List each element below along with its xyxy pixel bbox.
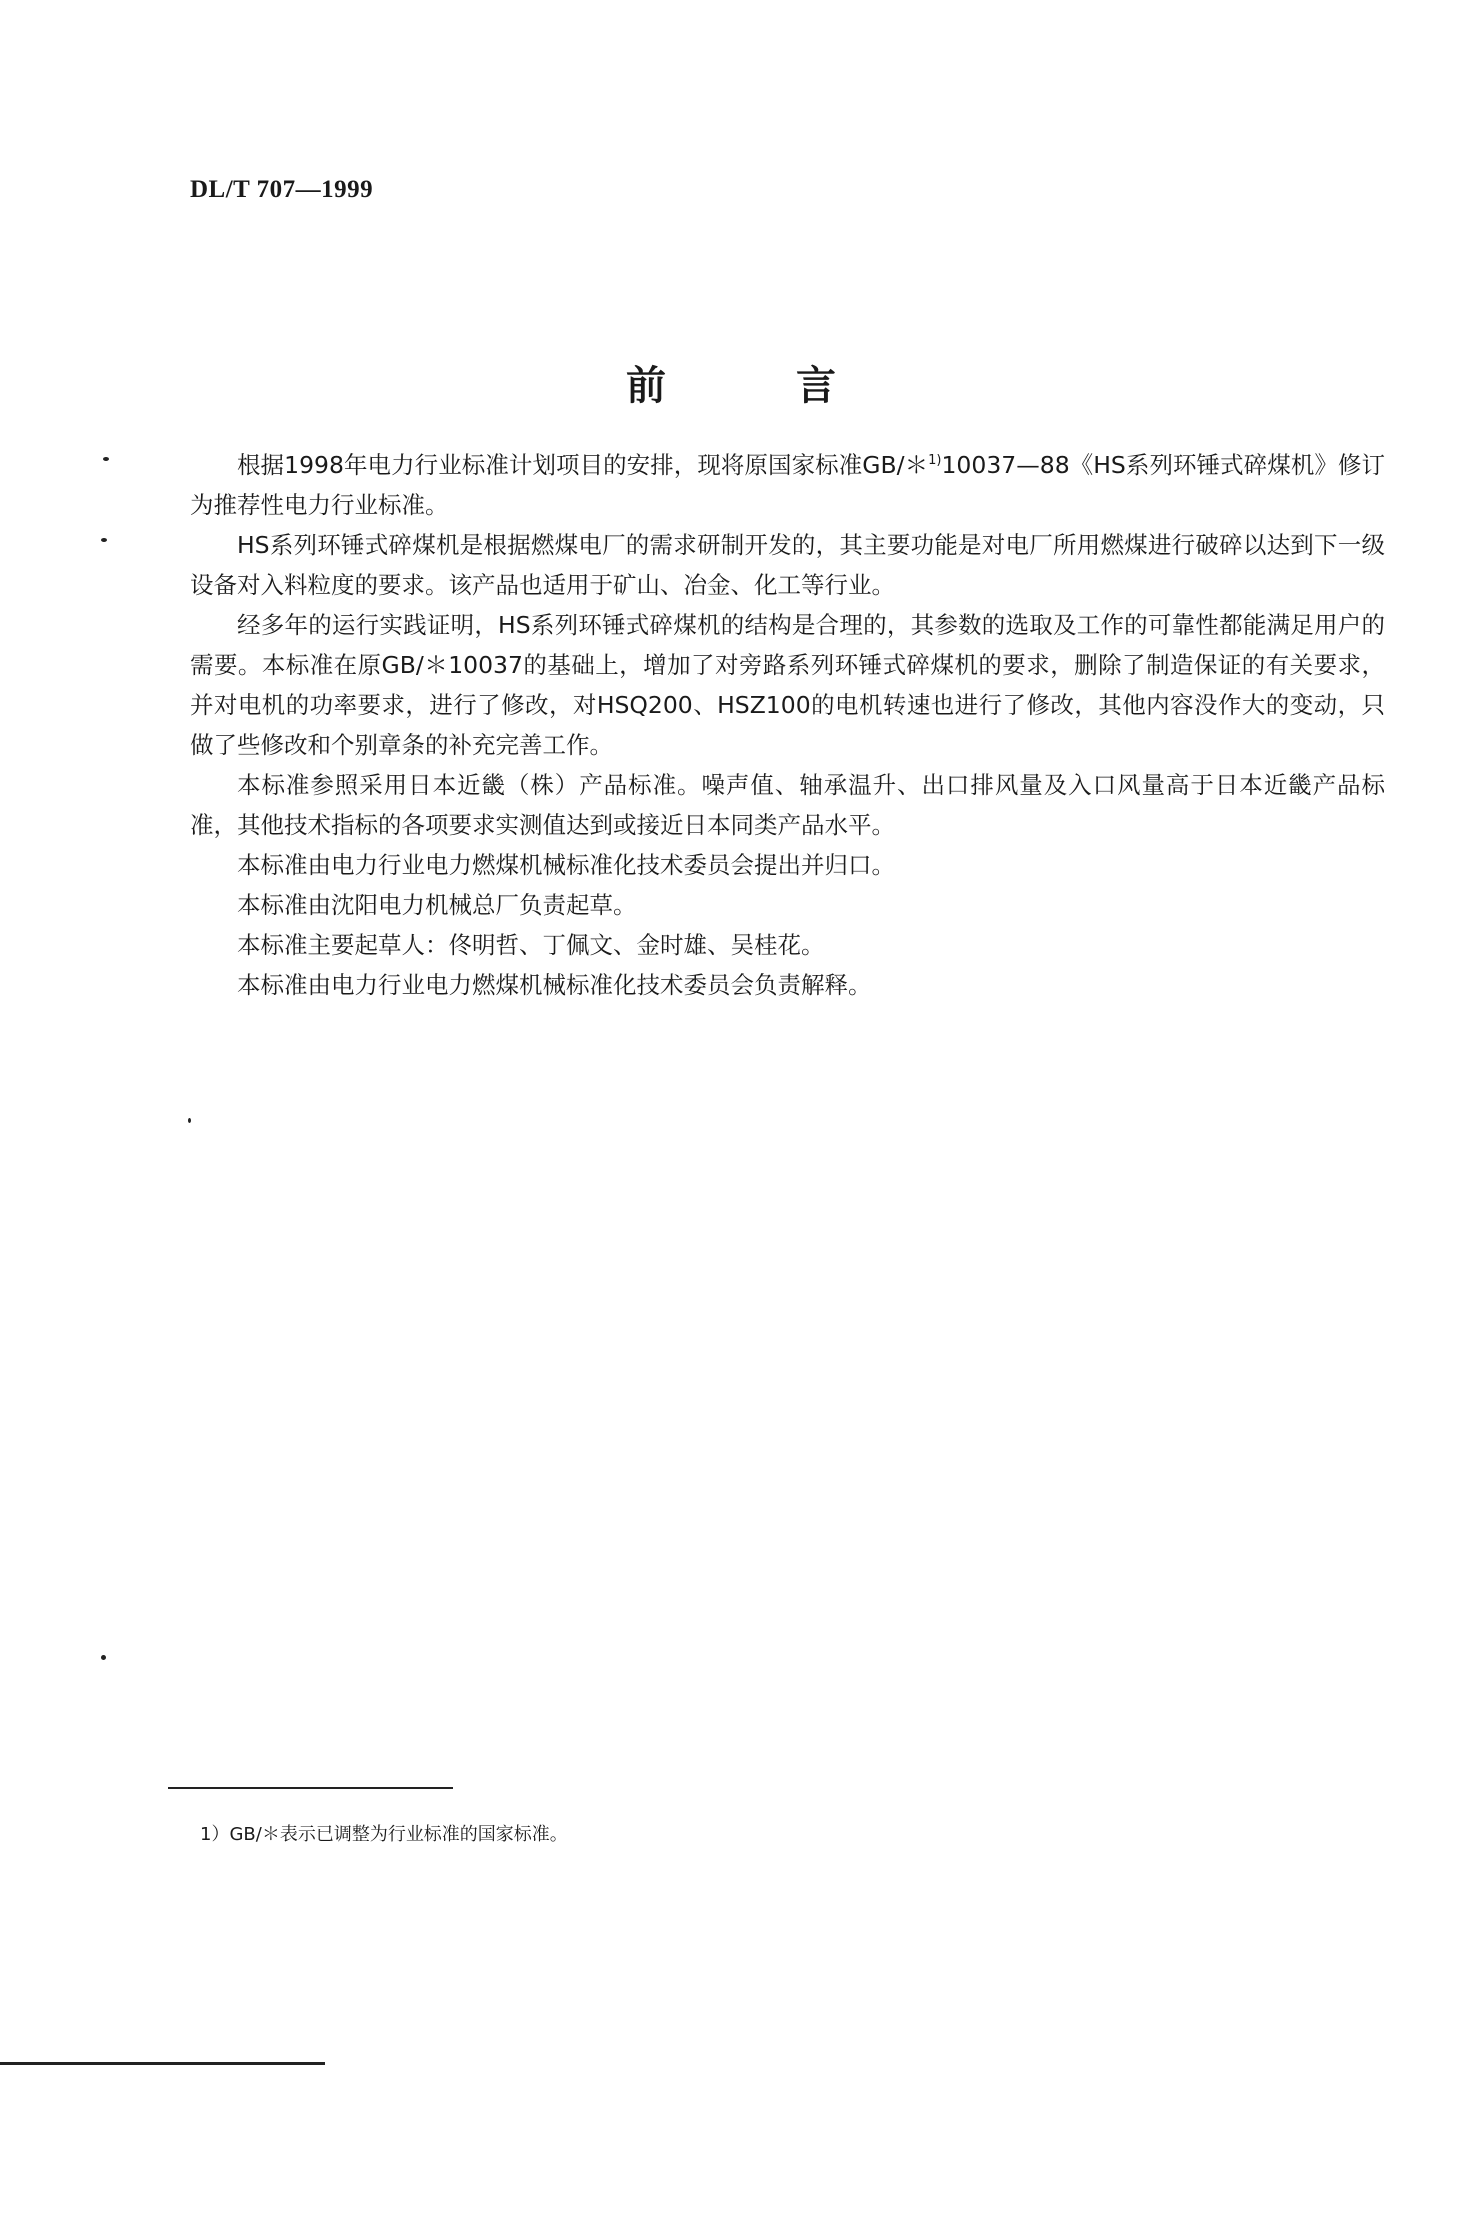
paragraph-5: 本标准由电力行业电力燃煤机械标准化技术委员会提出并归口。: [237, 851, 895, 879]
footnote-divider: [168, 1787, 453, 1789]
footnote: 1）GB/＊表示已调整为行业标准的国家标准。: [200, 1824, 568, 1845]
page-title: 前言: [626, 363, 966, 409]
paragraph-7: 本标准主要起草人：佟明哲、丁佩文、金时雄、吴桂花。: [237, 931, 825, 959]
scan-speck: [103, 457, 109, 461]
paragraph-1-text-b: 10037—88《HS系列环锤式碎煤机》修订为推荐性电力行业标准。: [190, 451, 1385, 519]
foreword-body: [190, 445, 1385, 1005]
paragraph-8: 本标准由电力行业电力燃煤机械标准化技术委员会负责解释。: [237, 971, 872, 999]
bottom-divider: [0, 2062, 325, 2065]
paragraph-3: 经多年的运行实践证明，HS系列环锤式碎煤机的结构是合理的，其参数的选取及工作的可靠性都能满足用户的需要。本标准在原GB/＊10037的基础上，增加了对旁路系列环锤式碎煤机的要求，删除了制造保证的有关要求，并对电机的功率要求，进行了修改，对HSQ200、HSZ100的电机转速也进行了修改，其他内容没作大的变动，只做了些修改和个别章条的补充完善工作。: [190, 611, 1385, 759]
scan-speck: [101, 1655, 106, 1660]
paragraph-1: [190, 445, 1385, 525]
footnote-marker: 1): [928, 453, 942, 468]
paragraph-4: 本标准参照采用日本近畿（株）产品标准。噪声值、轴承温升、出口排风量及入口风量高于日本近畿产品标准，其他技术指标的各项要求实测值达到或接近日本同类产品水平。: [190, 771, 1385, 839]
scan-speck: [188, 1118, 191, 1123]
scan-speck: [101, 538, 107, 542]
document-code: DL/T 707—1999: [190, 176, 374, 203]
paragraph-1-text-a: 根据1998年电力行业标准计划项目的安排，现将原国家标准GB/＊: [237, 451, 929, 479]
paragraph-2: HS系列环锤式碎煤机是根据燃煤电厂的需求研制开发的，其主要功能是对电厂所用燃煤进行破碎以达到下一级设备对入料粒度的要求。该产品也适用于矿山、冶金、化工等行业。: [190, 531, 1385, 599]
paragraph-6: 本标准由沈阳电力机械总厂负责起草。: [237, 891, 637, 919]
